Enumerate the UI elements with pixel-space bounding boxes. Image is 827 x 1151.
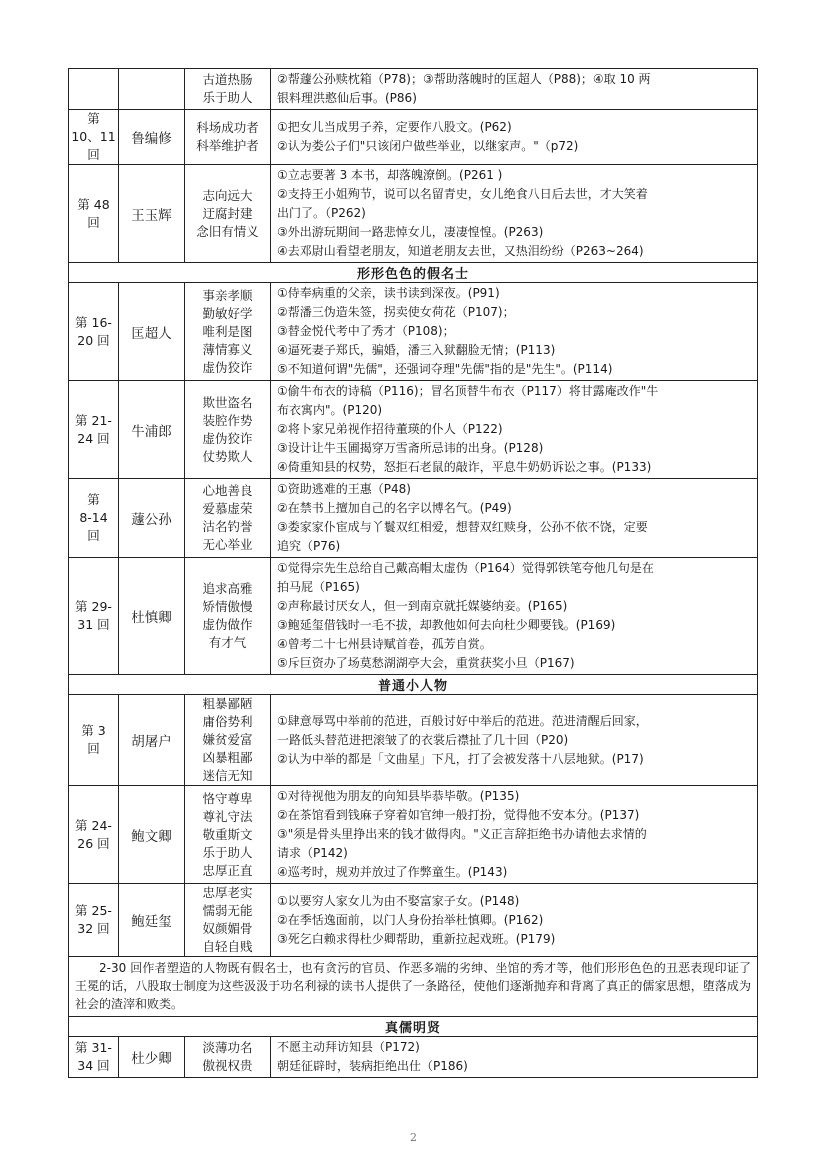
traits-cell [185,283,271,381]
events-cell [271,283,758,381]
event-line: 一路低头替范进把滚皱了的衣裳后襟扯了几十回（P20) [277,732,569,747]
trait-text: 粗暴鄙陋 [202,696,253,711]
event-line: ②在茶馆看到钱麻子穿着如官绅一般打扮，觉得他不安本分。(P137) [277,808,640,822]
trait-text: 庸俗势利 [202,714,253,729]
traits-cell [185,479,271,558]
chapter-cell [69,283,119,381]
chapter-text: 31 回 [77,617,110,632]
character-name [119,69,185,110]
trait-text: 追求高雅 [202,581,253,596]
event-line: 银料理洪憨仙后事。(P86) [277,91,417,105]
section-title: 形形色色的假名士 [69,263,758,283]
chapter-text: 第 25- [75,903,112,918]
chapter-cell [69,69,119,110]
traits-cell [185,1037,271,1078]
traits-cell [185,110,271,165]
chapter-text: 20 回 [77,332,110,348]
chapter-cell [69,1037,119,1078]
trait-text: 虚伪狡诈 [202,430,253,446]
trait-text: 恪守尊卑 [202,790,253,806]
trait-text: 傲视权贵 [202,1058,253,1073]
traits-cell [185,165,271,263]
chapter-text: 回 [87,741,100,756]
chapter-text: 第 [87,492,100,507]
traits-cell [185,884,271,957]
trait-text: 事亲孝顺 [202,287,253,303]
chapter-text: 26 回 [77,835,110,851]
event-line: 出门了。（P262) [277,206,366,220]
trait-text: 念旧有情义 [196,223,259,239]
chapter-cell [69,479,119,558]
trait-text: 嫌贫爱富 [202,732,253,747]
summary-row [69,957,758,1017]
trait-text: 懦弱无能 [202,903,253,918]
character-row [69,558,758,675]
traits-cell [185,69,271,110]
chapter-text: 回 [87,528,100,543]
trait-text: 虚伪狡诈 [202,359,253,375]
trait-text: 迷信无知 [202,768,253,783]
chapter-cell [69,558,119,675]
event-line: ②声称最讨厌女人，但一到南京就托媒婆纳妾。(P165) [277,599,568,613]
chapter-text: 回 [87,147,100,162]
character-row [69,884,758,957]
event-line: 不愿主动拜访知县（P172) [277,1040,420,1054]
events-cell [271,695,758,786]
trait-text: 迂腐封建 [202,205,253,221]
character-name: 杜慎卿 [119,558,185,675]
chapter-cell [69,381,119,479]
trait-text: 唯利是图 [202,323,253,339]
event-line: ①以要穷人家女儿为由不娶富家子女。(P148) [277,893,520,908]
character-row [69,786,758,884]
events-cell [271,69,758,110]
chapter-text: 24 回 [77,430,110,446]
section-header-row [69,675,758,695]
events-cell [271,786,758,884]
chapter-text: 第 [87,111,100,126]
event-line: ④去邓尉山看望老朋友，知道老朋友去世，又热泪纷纷（P263~264) [277,244,644,258]
character-row [69,110,758,165]
trait-text: 凶暴粗鄙 [202,750,253,765]
section-title: 普通小人物 [69,675,758,695]
trait-text: 虚伪做作 [202,617,253,632]
event-line: ②帮蘧公孙赎枕箱（P78)；③帮助落魄时的匡超人（P88)；④取 10 两 [277,72,651,86]
character-row [69,381,758,479]
section-header-row [69,263,758,283]
event-line: ③死乞白赖求得杜少卿帮助，重新拉起戏班。(P179) [277,931,556,946]
character-name: 鲁编修 [119,110,185,165]
chapter-text: 32 回 [77,921,110,936]
character-name: 蘧公孙 [119,479,185,558]
trait-text: 自轻自贱 [202,939,253,954]
chapter-text: 8-14 [79,510,108,525]
event-line: ②支持王小姐殉节，说可以名留青史，女儿绝食八日后去世，才大笑着 [277,187,648,201]
trait-text: 心地善良 [202,483,253,498]
character-row [69,695,758,786]
event-line: ②认为中举的都是「文曲星」下凡，打了会被发落十八层地狱。(P17) [277,751,644,766]
traits-cell [185,786,271,884]
traits-cell [185,558,271,675]
event-line: ④巡考时，规劝并放过了作弊童生。(P143) [277,865,508,879]
character-name: 鲍文卿 [119,786,185,884]
chapter-cell [69,110,119,165]
event-line: ②在季恬逸面前，以门人身份抬举杜慎卿。(P162) [277,912,544,927]
events-cell [271,165,758,263]
character-row [69,283,758,381]
trait-text: 科场成功者 [196,120,259,135]
events-cell [271,1037,758,1078]
trait-text: 矫情傲慢 [202,599,253,614]
trait-text: 装腔作势 [202,412,253,428]
character-name: 匡超人 [119,283,185,381]
character-table [68,68,758,1078]
event-line: 请求（P142) [277,846,348,860]
events-cell [271,381,758,479]
event-line: ①肆意辱骂中举前的范进，百般讨好中举后的范进。范进清醒后回家， [277,713,648,728]
event-line: 追究（P76) [277,539,341,553]
event-line: ③替金悦代考中了秀才（P108)； [277,324,455,338]
event-line: ③娄家家仆宦成与丫鬟双红相爱，想替双红赎身，公孙不依不饶，定要 [277,520,648,534]
document-page [68,68,758,1078]
trait-text: 乐于助人 [202,844,253,860]
trait-text: 志向远大 [202,187,253,203]
chapter-cell [69,884,119,957]
trait-text: 爱慕虚荣 [202,501,253,516]
event-line: ①把女儿当成男子养，定要作八股文。(P62) [277,120,512,134]
character-table-body [69,69,758,1078]
trait-text: 欺世盗名 [202,394,253,410]
chapter-text: 第 48 [77,196,110,212]
trait-text: 敬重斯文 [202,826,253,842]
trait-text: 乐于助人 [202,90,253,105]
chapter-text: 第 29- [75,599,112,614]
event-line: ①对待视他为朋友的向知县毕恭毕敬。(P135) [277,789,520,803]
trait-text: 科举维护者 [196,138,259,153]
character-row [69,165,758,263]
trait-text: 无心举业 [202,537,253,552]
events-cell [271,884,758,957]
event-line: ①立志要著 3 本书，却落魄潦倒。(P261 ) [277,168,503,182]
event-line: ②将卜家兄弟视作招待董瑛的仆人（P122) [277,422,503,436]
trait-text: 仗势欺人 [202,448,253,464]
character-name: 王玉辉 [119,165,185,263]
events-cell [271,110,758,165]
character-name: 胡屠户 [119,695,185,786]
event-line: ②帮潘三伪造朱签，拐卖使女荷花（P107)； [277,305,515,319]
event-line: ③设计让牛玉圃揭穿万雪斋所忌讳的出身。(P128) [277,441,544,455]
event-line: ③鲍延玺借钱时一毛不拔，却教他如何去向杜少卿要钱。(P169) [277,618,616,632]
character-row [69,1037,758,1078]
event-line: ①侍奉病重的父亲，读书读到深夜。(P91) [277,286,500,300]
chapter-text: 回 [87,214,100,230]
chapter-text: 第 31- [75,1040,112,1055]
traits-cell [185,381,271,479]
section-header-row [69,1017,758,1037]
event-line: ②认为娄公子们"只该闭户做些举业，以继家声。"（p72) [277,139,579,153]
section-title: 真儒明贤 [69,1017,758,1037]
chapter-text: 第 3 [81,723,106,738]
chapter-cell [69,786,119,884]
events-cell [271,558,758,675]
event-line: 布衣寓内"。(P120) [277,403,383,417]
chapter-cell [69,165,119,263]
trait-text: 沽名钓誉 [202,519,253,534]
trait-text: 忠厚老实 [202,885,253,900]
character-name: 杜少卿 [119,1037,185,1078]
traits-cell [185,695,271,786]
event-line: ②在禁书上擅加自己的名字以博名气。(P49) [277,501,512,515]
chapter-text: 第 21- [75,412,112,428]
event-line: ④曾考二十七州县诗赋首卷，孤芳自赏。 [277,637,492,651]
trait-text: 有才气 [208,635,247,650]
character-row [69,69,758,110]
event-line: ①资助逃难的王惠（P48) [277,482,411,496]
event-line: ③"须是骨头里挣出来的钱才做得肉。"义正言辞拒绝书办请他去求情的 [277,827,647,841]
event-line: 拍马屁（P165) [277,580,360,594]
trait-text: 古道热肠 [202,72,253,87]
page-number: 2 [410,1131,417,1144]
event-line: 朝廷征辟时，装病拒绝出仕（P186) [277,1059,468,1073]
chapter-text: 第 16- [75,314,112,330]
event-line: ③外出游玩期间一路悲悼女儿，凄凄惶惶。(P263) [277,225,544,239]
event-line: ①觉得宗先生总给自己戴高帽太虚伪（P164）觉得郭铁笔夸他几句是在 [277,561,654,575]
event-line: ⑤斥巨资办了场莫愁湖湖亭大会，重赏获奖小旦（P167) [277,656,575,670]
chapter-text: 34 回 [77,1058,110,1073]
event-line: ①偷牛布衣的诗稿（P116)；冒名顶替牛布衣（P117）将甘露庵改作"牛 [277,384,659,398]
trait-text: 奴颜媚骨 [202,921,253,936]
chapter-cell [69,695,119,786]
character-name: 牛浦郎 [119,381,185,479]
trait-text: 淡薄功名 [202,1040,253,1055]
trait-text: 尊礼守法 [202,808,253,824]
event-line: ④倚重知县的权势，怒拒石老鼠的敲诈，平息牛奶奶诉讼之事。(P133) [277,460,652,474]
trait-text: 忠厚正直 [202,862,253,878]
events-cell [271,479,758,558]
chapter-text: 第 24- [75,817,112,833]
character-name: 鲍廷玺 [119,884,185,957]
summary-paragraph: 2-30 回作者塑造的人物既有假名士，也有贪污的官员、作恶多端的劣绅、坐馆的秀才等，他们形形色色的丑恶表现印证了王冕的话，八股取士制度为这些汲汲于功名利禄的读书人提供了一条路径，使他们逐渐抛弃和背离了真正的儒家思想，堕落成为社会的渣滓和败类。 [69,957,758,1017]
trait-text: 薄情寡义 [202,341,253,357]
event-line: ⑤不知道何谓"先儒"，还强词夺理"先儒"指的是"先生"。(P114) [277,362,613,376]
chapter-text: 10、11 [71,129,116,144]
trait-text: 勤敏好学 [202,305,253,321]
character-row [69,479,758,558]
event-line: ④逼死妻子郑氏，骗婚，潘三入狱翻脸无情；(P113) [277,343,556,357]
